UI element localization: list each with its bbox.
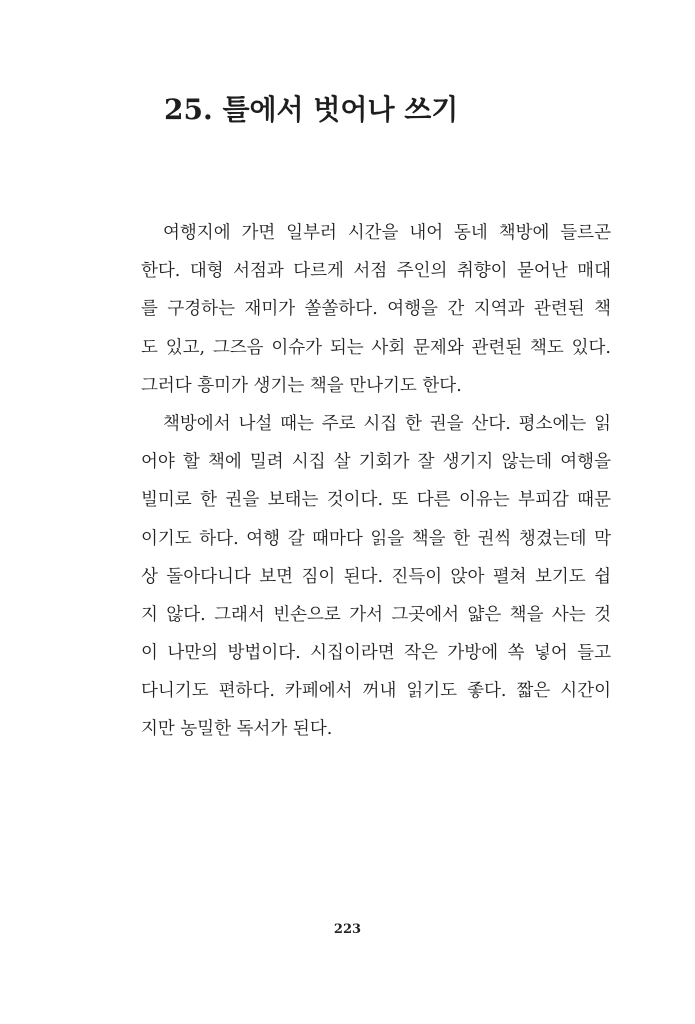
page-number: 223 bbox=[333, 922, 362, 937]
text-line: 이기도 하다. 여행 갈 때마다 읽을 책을 한 권씩 챙겼는데 막 bbox=[141, 528, 611, 549]
body-text bbox=[141, 214, 611, 749]
text-line: 여행지에 가면 일부러 시간을 내어 동네 책방에 들르곤 bbox=[163, 223, 611, 243]
text-line: 책방에서 나설 때는 주로 시집 한 권을 산다. 평소에는 읽 bbox=[163, 413, 611, 434]
text-line: 그러다 흥미가 생기는 책을 만나기도 한다. bbox=[141, 375, 462, 396]
text-line: 를 구경하는 재미가 쏠쏠하다. 여행을 간 지역과 관련된 책 bbox=[141, 299, 611, 320]
chapter-title: 25. 틀에서 벗어나 쓰기 bbox=[164, 93, 459, 126]
text-line: 어야 할 책에 밀려 시집 살 기회가 잘 생기지 않는데 여행을 bbox=[141, 452, 611, 473]
text-line: 다니기도 편하다. 카페에서 꺼내 읽기도 좋다. 짧은 시간이 bbox=[141, 681, 611, 702]
text-line: 상 돌아다니다 보면 짐이 된다. 진득이 앉아 펼쳐 보기도 쉽 bbox=[141, 566, 611, 587]
text-line: 빌미로 한 권을 보태는 것이다. 또 다른 이유는 부피감 때문 bbox=[141, 490, 611, 511]
paragraph-1 bbox=[141, 214, 611, 405]
text-line: 지 않다. 그래서 빈손으로 가서 그곳에서 얇은 책을 사는 것 bbox=[141, 604, 611, 625]
text-line: 도 있고, 그즈음 이슈가 되는 사회 문제와 관련된 책도 있다. bbox=[141, 337, 611, 358]
text-line: 지만 농밀한 독서가 된다. bbox=[141, 719, 333, 740]
paragraph-2 bbox=[141, 405, 611, 749]
text-line: 이 나만의 방법이다. 시집이라면 작은 가방에 쏙 넣어 들고 bbox=[141, 643, 611, 664]
text-line: 한다. 대형 서점과 다르게 서점 주인의 취향이 묻어난 매대 bbox=[141, 261, 611, 282]
